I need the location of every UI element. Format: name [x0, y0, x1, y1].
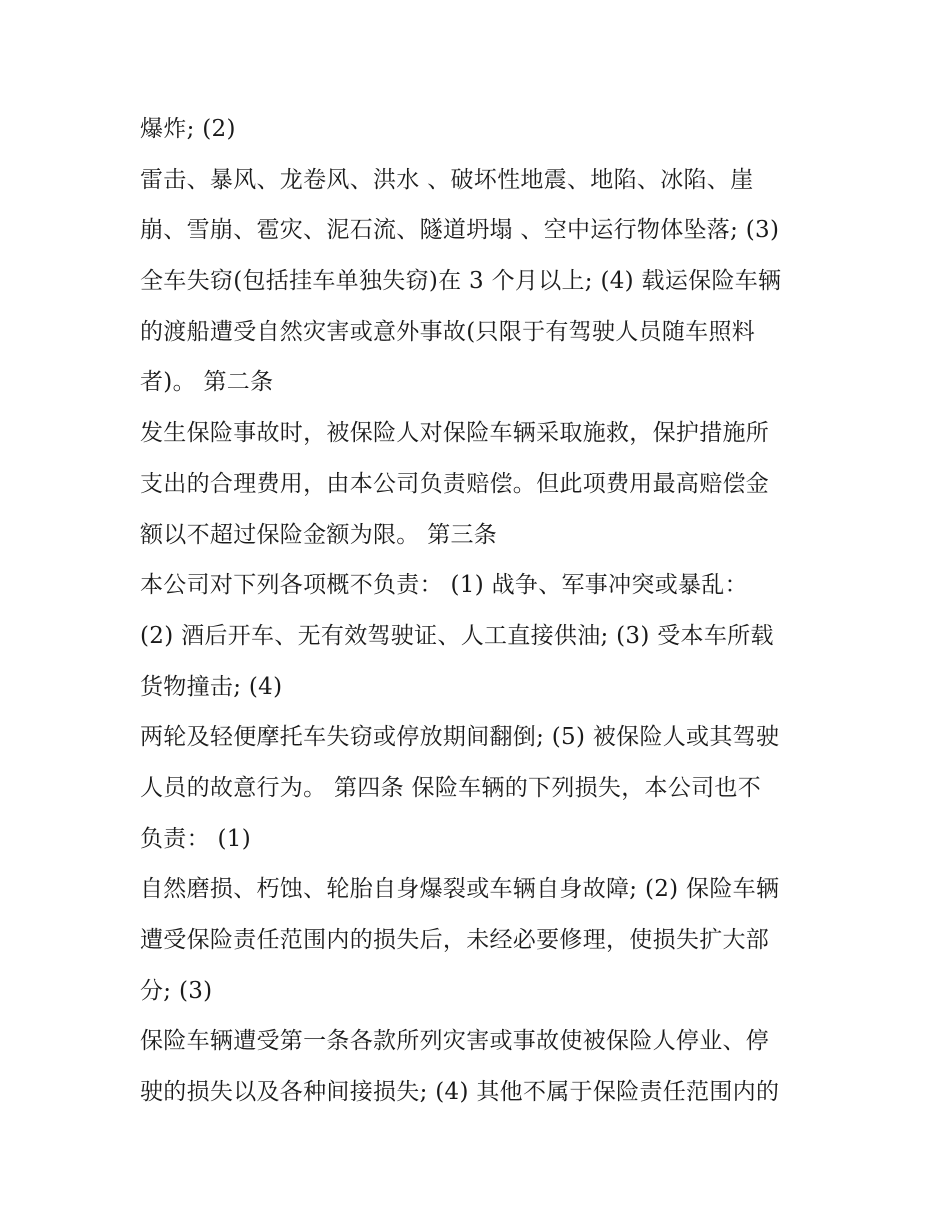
text-line: 分; (3) — [140, 977, 213, 1004]
text-line: 两轮及轻便摩托车失窃或停放期间翻倒; (5) 被保险人或其驾驶 — [140, 724, 780, 751]
text-line: 雷击、暴风、龙卷风、洪水 、破坏性地震、地陷、冰陷、崖 — [140, 166, 754, 193]
text-line: 遭受保险责任范围内的损失后，未经必要修理，使损失扩大部 — [140, 927, 770, 953]
text-line: 发生保险事故时，被保险人对保险车辆采取施救，保护措施所 — [140, 420, 770, 447]
text-line: 保险车辆遭受第一条各款所列灾害或事故使被保险人停业、停 — [140, 1028, 770, 1055]
document-body — [140, 104, 820, 1118]
text-line: 额以不超过保险金额为限。 第三条 — [140, 521, 498, 548]
text-line: 本公司对下列各项概不负责： (1) 战争、军事冲突或暴乱： — [140, 572, 748, 599]
text-line: 的渡船遭受自然灾害或意外事故(只限于有驾驶人员随车照料 — [140, 318, 756, 345]
text-line: 自然磨损、朽蚀、轮胎自身爆裂或车辆自身故障; (2) 保险车辆 — [140, 876, 780, 903]
text-line: 驶的损失以及各种间接损失; (4) 其他不属于保险责任范围内的 — [140, 1079, 780, 1106]
text-line: 全车失窃(包括挂车单独失窃)在 3 个月以上; (4) 载运保险车辆 — [140, 268, 782, 295]
text-line: 人员的故意行为。 第四条 保险车辆的下列损失，本公司也不 — [140, 774, 762, 801]
text-line: (2) 酒后开车、无有效驾驶证、人工直接供油; (3) 受本车所载 — [140, 622, 774, 649]
text-line: 爆炸; (2) — [140, 116, 236, 142]
text-line: 崩、雪崩、雹灾、泥石流、隧道坍塌 、空中运行物体坠落; (3) — [140, 217, 780, 244]
text-line: 者)。 第二条 — [140, 369, 274, 396]
text-line: 负责： (1) — [140, 825, 251, 852]
text-line: 支出的合理费用，由本公司负责赔偿。但此项费用最高赔偿金 — [140, 470, 770, 497]
text-line: 货物撞击; (4) — [140, 673, 283, 700]
